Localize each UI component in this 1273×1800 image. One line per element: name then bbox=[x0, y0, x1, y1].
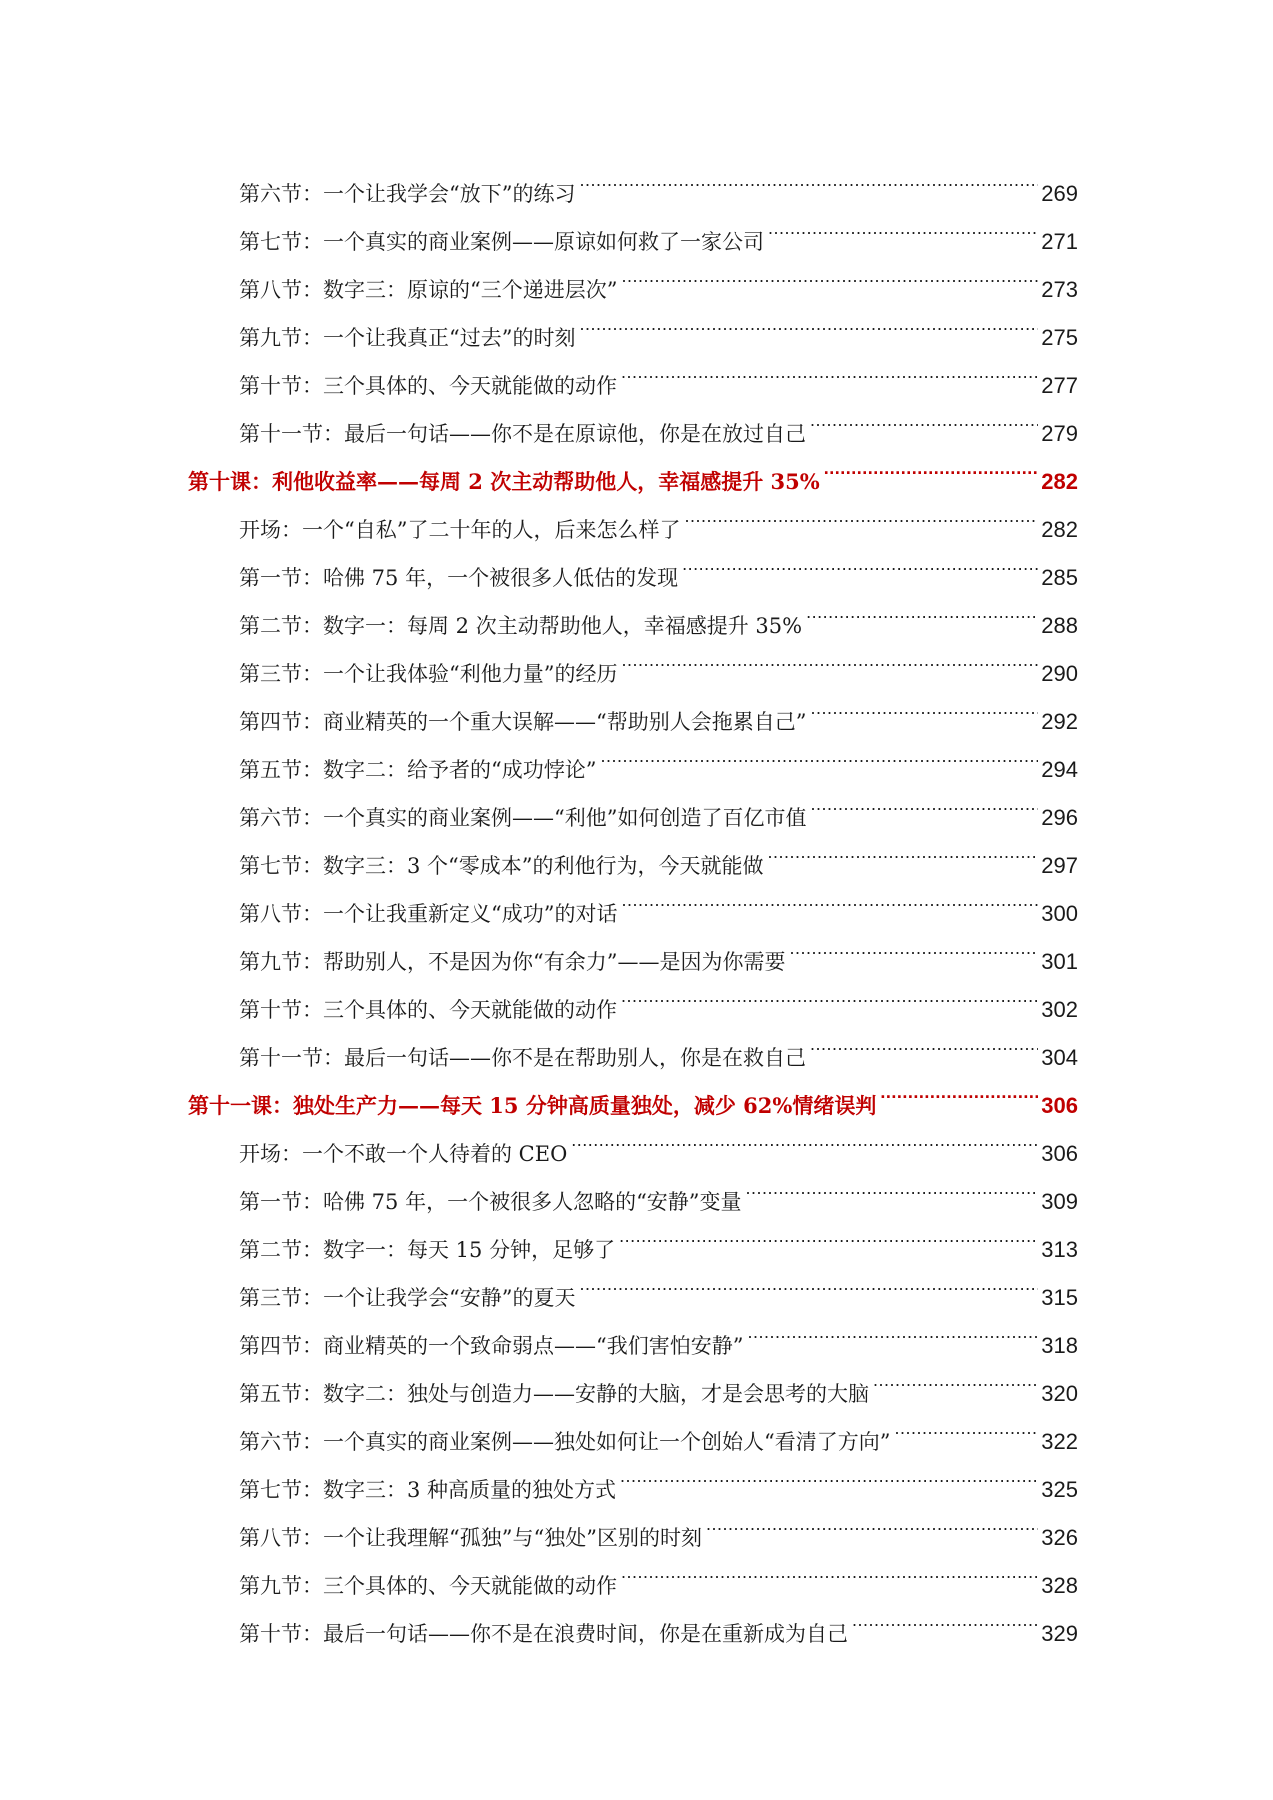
toc-entry-page-number: 326 bbox=[1041, 1525, 1078, 1550]
toc-entry-title: 第五节：数字二：独处与创造力——安静的大脑，才是会思考的大脑 bbox=[239, 1382, 869, 1406]
dot-leader bbox=[706, 1497, 1038, 1545]
toc-entry-title: 第十节：三个具体的、今天就能做的动作 bbox=[239, 374, 617, 398]
toc-entry-page-number: 271 bbox=[1041, 229, 1078, 254]
toc-entry-page-number: 282 bbox=[1041, 517, 1078, 542]
toc-entry-title: 第三节：一个让我体验“利他力量”的经历 bbox=[239, 662, 618, 686]
toc-entry-title: 第十节：三个具体的、今天就能做的动作 bbox=[239, 998, 617, 1022]
toc-entry-page-number: 325 bbox=[1041, 1477, 1078, 1502]
toc-entry-page-number: 320 bbox=[1041, 1381, 1078, 1406]
toc-entry-title: 第四节：商业精英的一个重大误解——“帮助别人会拖累自己” bbox=[239, 710, 807, 734]
dot-leader bbox=[768, 201, 1038, 249]
toc-entry-title: 第一节：哈佛 75 年，一个被很多人忽略的“安静”变量 bbox=[239, 1190, 742, 1214]
toc-entry-page-number: 306 bbox=[1041, 1141, 1078, 1166]
toc-entry-title: 第十节：最后一句话——你不是在浪费时间，你是在重新成为自己 bbox=[239, 1622, 848, 1646]
toc-entry-page-number: 309 bbox=[1041, 1189, 1078, 1214]
toc-entry-title: 第一节：哈佛 75 年，一个被很多人低估的发现 bbox=[239, 566, 679, 590]
toc-entry-page-number: 275 bbox=[1041, 325, 1078, 350]
dot-leader bbox=[810, 777, 1038, 825]
toc-entry-title: 第四节：商业精英的一个致命弱点——“我们害怕安静” bbox=[239, 1334, 744, 1358]
dot-leader bbox=[810, 1017, 1038, 1065]
dot-leader bbox=[619, 1209, 1038, 1257]
toc-entry-page-number: 273 bbox=[1041, 277, 1078, 302]
dot-leader bbox=[873, 1353, 1038, 1401]
dot-leader bbox=[682, 537, 1038, 585]
table-of-contents bbox=[188, 153, 1078, 1646]
dot-leader bbox=[894, 1401, 1038, 1449]
toc-section-entry[interactable] bbox=[188, 153, 1078, 206]
toc-entry-title: 第五节：数字二：给予者的“成功悖论” bbox=[239, 758, 597, 782]
toc-entry-title: 第三节：一个让我学会“安静”的夏天 bbox=[239, 1286, 576, 1310]
toc-entry-title: 第六节：一个真实的商业案例——“利他”如何创造了百亿市值 bbox=[239, 806, 807, 830]
dot-leader bbox=[579, 1257, 1038, 1305]
toc-entry-title: 第九节：一个让我真正“过去”的时刻 bbox=[239, 326, 576, 350]
dot-leader bbox=[579, 153, 1038, 201]
dot-leader bbox=[621, 1545, 1038, 1593]
toc-entry-page-number: 329 bbox=[1041, 1621, 1078, 1646]
dot-leader bbox=[621, 969, 1038, 1017]
toc-entry-title: 第八节：一个让我重新定义“成功”的对话 bbox=[239, 902, 618, 926]
dot-leader bbox=[806, 585, 1038, 633]
dot-leader bbox=[600, 729, 1038, 777]
toc-entry-title: 第七节：数字三：3 种高质量的独处方式 bbox=[239, 1478, 617, 1502]
toc-entry-page-number: 282 bbox=[1041, 469, 1078, 494]
toc-entry-title: 第十一节：最后一句话——你不是在原谅他，你是在放过自己 bbox=[239, 422, 806, 446]
toc-entry-title: 第九节：帮助别人，不是因为你“有余力”——是因为你需要 bbox=[239, 950, 786, 974]
toc-entry-page-number: 300 bbox=[1041, 901, 1078, 926]
toc-entry-title: 第十一课：独处生产力——每天 15 分钟高质量独处，减少 62%情绪误判 bbox=[188, 1093, 877, 1118]
dot-leader bbox=[571, 1113, 1038, 1161]
toc-entry-page-number: 302 bbox=[1041, 997, 1078, 1022]
toc-entry-page-number: 296 bbox=[1041, 805, 1078, 830]
toc-entry-page-number: 315 bbox=[1041, 1285, 1078, 1310]
toc-entry-title: 第六节：一个让我学会“放下”的练习 bbox=[239, 182, 576, 206]
dot-leader bbox=[810, 393, 1038, 441]
toc-entry-title: 第九节：三个具体的、今天就能做的动作 bbox=[239, 1574, 617, 1598]
toc-entry-title: 第八节：一个让我理解“孤独”与“独处”区别的时刻 bbox=[239, 1526, 702, 1550]
toc-entry-title: 第七节：一个真实的商业案例——原谅如何救了一家公司 bbox=[239, 230, 764, 254]
toc-entry-page-number: 297 bbox=[1041, 853, 1078, 878]
dot-leader bbox=[684, 489, 1038, 537]
toc-entry-page-number: 279 bbox=[1041, 421, 1078, 446]
toc-entry-page-number: 277 bbox=[1041, 373, 1078, 398]
dot-leader bbox=[746, 1161, 1039, 1209]
toc-entry-page-number: 318 bbox=[1041, 1333, 1078, 1358]
toc-entry-title: 第八节：数字三：原谅的“三个递进层次” bbox=[239, 278, 618, 302]
toc-entry-page-number: 269 bbox=[1041, 181, 1078, 206]
toc-entry-title: 第二节：数字一：每周 2 次主动帮助他人，幸福感提升 35% bbox=[239, 614, 803, 638]
dot-leader bbox=[880, 1065, 1038, 1113]
toc-entry-page-number: 292 bbox=[1041, 709, 1078, 734]
dot-leader bbox=[810, 681, 1038, 729]
toc-entry-title: 第十一节：最后一句话——你不是在帮助别人，你是在救自己 bbox=[239, 1046, 806, 1070]
dot-leader bbox=[621, 633, 1038, 681]
toc-entry-page-number: 313 bbox=[1041, 1237, 1078, 1262]
dot-leader bbox=[747, 1305, 1038, 1353]
toc-entry-page-number: 322 bbox=[1041, 1429, 1078, 1454]
toc-entry-page-number: 301 bbox=[1041, 949, 1078, 974]
dot-leader bbox=[579, 297, 1038, 345]
dot-leader bbox=[768, 825, 1039, 873]
toc-entry-title: 第七节：数字三：3 个“零成本”的利他行为，今天就能做 bbox=[239, 854, 764, 878]
dot-leader bbox=[621, 345, 1038, 393]
toc-entry-page-number: 304 bbox=[1041, 1045, 1078, 1070]
dot-leader bbox=[621, 873, 1038, 921]
toc-entry-title: 第十课：利他收益率——每周 2 次主动帮助他人，幸福感提升 35% bbox=[188, 469, 820, 494]
dot-leader bbox=[824, 441, 1039, 489]
dot-leader bbox=[852, 1593, 1038, 1641]
toc-entry-page-number: 306 bbox=[1041, 1093, 1078, 1118]
dot-leader bbox=[789, 921, 1038, 969]
toc-entry-page-number: 285 bbox=[1041, 565, 1078, 590]
toc-entry-title: 开场：一个“自私”了二十年的人，后来怎么样了 bbox=[239, 518, 681, 542]
dot-leader bbox=[621, 249, 1038, 297]
toc-entry-page-number: 294 bbox=[1041, 757, 1078, 782]
toc-entry-title: 开场：一个不敢一个人待着的 CEO bbox=[239, 1142, 568, 1166]
toc-entry-title: 第二节：数字一：每天 15 分钟，足够了 bbox=[239, 1238, 616, 1262]
toc-entry-title: 第六节：一个真实的商业案例——独处如何让一个创始人“看清了方向” bbox=[239, 1430, 891, 1454]
dot-leader bbox=[620, 1449, 1038, 1497]
toc-entry-page-number: 288 bbox=[1041, 613, 1078, 638]
toc-entry-page-number: 328 bbox=[1041, 1573, 1078, 1598]
toc-entry-page-number: 290 bbox=[1041, 661, 1078, 686]
